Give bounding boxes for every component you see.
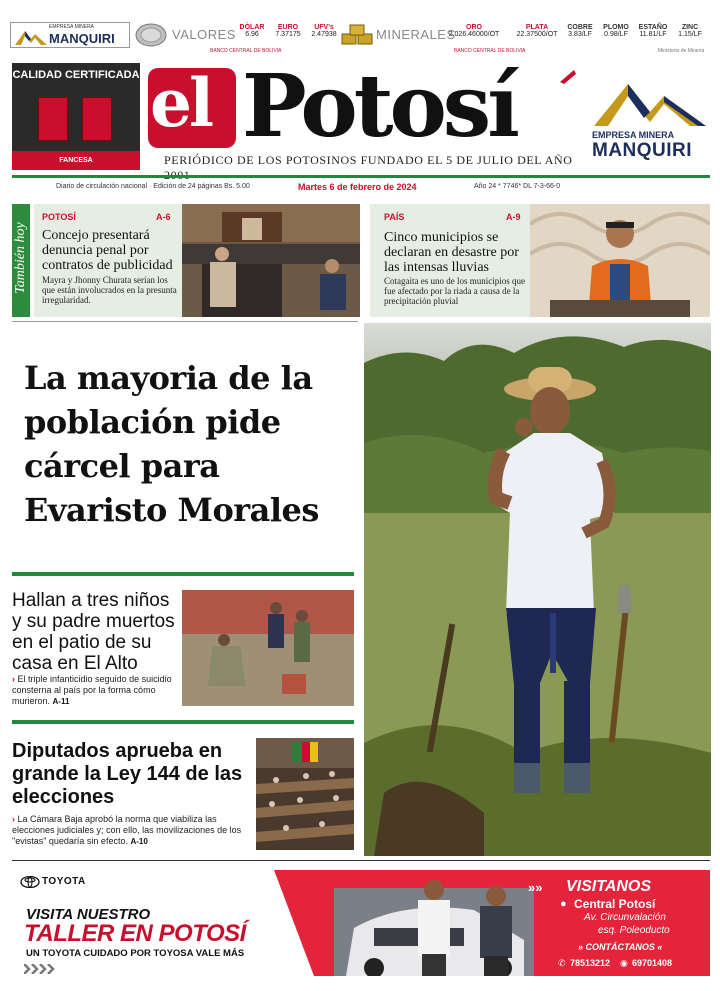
mayor-photo <box>530 204 710 317</box>
minerales-title: MINERALES <box>376 27 456 42</box>
mountain-logo-icon <box>15 27 47 45</box>
manquiri-ad[interactable] <box>590 74 710 164</box>
mineral-estano: ESTAÑO 11.81/LF <box>638 24 668 38</box>
ad-chevrons-text: »» <box>528 880 543 895</box>
cement-bag-image <box>82 97 112 141</box>
teaser-rule <box>12 321 358 322</box>
teaser-potosi[interactable] <box>34 204 360 317</box>
logo-el: el <box>150 64 212 142</box>
edition-date: Martes 6 de febrero de 2024 <box>298 182 417 192</box>
teaser-headline[interactable]: Concejo presentará denuncia penal por contratos de publicidad <box>42 228 173 273</box>
story2-rule <box>12 572 354 576</box>
teaser-summary: Mayra y Jhonny Churata serían los que están involucrados en la presunta irregularidad. <box>42 275 177 305</box>
source-valores: BANCO CENTRAL DE BOLIVIA <box>210 48 282 54</box>
mineral-cobre: COBRE 3.83/LF <box>567 24 593 38</box>
ad-slogan: UN TOYOTA CUIDADO POR TOYOSA VALE MÁS <box>26 948 245 959</box>
teaser-section: PAÍS <box>384 212 405 222</box>
fancesa-ad[interactable] <box>12 63 140 170</box>
valor-ufv: UFV's 2.47938 <box>311 24 337 38</box>
valor-euro: EURO 7.37175 <box>275 24 301 38</box>
main-headline[interactable]: La mayoria de la población pide cárcel para Evaristo Morales <box>24 359 319 529</box>
ad-addr1: Av. Circunvalación <box>584 912 666 923</box>
teaser-headline[interactable]: Cinco municipios se declaran en desastre por las intensas lluvias <box>384 230 519 275</box>
ad-contact: » CONTÁCTANOS « <box>578 942 663 952</box>
arrow-icon: › <box>12 674 15 684</box>
teaser-section: POTOSÍ <box>42 212 76 222</box>
tambien-hoy-label: También hoy <box>12 204 30 317</box>
teaser-summary: Cotagaita es uno de los municipios que fue afectado por la riada a causa de la precipitación pluvial <box>384 276 525 306</box>
tagline: PERIÓDICO DE LOS POTOSINOS FUNDADO EL 5 DE JULIO DEL AÑO <box>164 153 573 167</box>
mineral-zinc: ZINC 1.15/LF <box>678 24 702 38</box>
edition-infobar <box>12 180 710 194</box>
logo-accent-mark <box>556 68 578 84</box>
valor-dolar: DÓLAR 6.96 <box>239 24 265 38</box>
mineral-oro: ORO 2.026.46000/OT <box>448 24 500 38</box>
story3-rule <box>12 720 354 724</box>
story3-page: A-10 <box>130 837 148 846</box>
ad-visit: VISITA NUESTRO <box>26 906 151 923</box>
masthead-rule <box>12 175 710 178</box>
main-story-photo <box>364 323 711 856</box>
source-ministerio: Ministerio de Minería <box>658 48 705 54</box>
gold-bars-icon <box>340 22 376 48</box>
manquiri-mountain-icon <box>594 78 706 126</box>
manquiri-ad-name: MANQUIRI <box>592 140 693 161</box>
teaser-page: A-6 <box>156 212 171 222</box>
story2-summary: › El triple infanticidio seguido de suicidio consterna al país por la forma cómo murieron. A-11 <box>12 674 172 706</box>
manquiri-small-name: MANQUIRI <box>49 31 115 46</box>
el-alto-photo <box>182 590 354 706</box>
toyota-brand: TOYOTA <box>42 876 86 887</box>
ad-phone2[interactable]: 69701408 <box>632 958 673 968</box>
story3-summary: › La Cámara Baja aprobó la norma que viabiliza las elecciones judiciales y; con ello, las movilizaciones de los "evistas" quedaría sin efecto. A-10 <box>12 814 242 846</box>
ad-branch: Central Potosí <box>574 897 656 911</box>
ad-rule <box>12 860 710 861</box>
ad-phone1[interactable]: 78513212 <box>570 958 611 968</box>
edition-number: Año 24 * 7746* DL 7-3-66-0 <box>474 183 561 190</box>
logo-potosi: Potosí <box>242 56 516 157</box>
silver-coin-icon <box>134 22 168 48</box>
story3-headline[interactable]: Diputados aprueba en grande la Ley 144 de las elecciones <box>12 740 243 808</box>
story2-page: A-11 <box>52 697 70 706</box>
location-pin-icon: ● <box>560 898 567 910</box>
chevrons-icon <box>24 964 74 974</box>
toyota-logo-icon <box>20 876 40 888</box>
ad-taller: TALLER EN POTOSÍ <box>24 920 246 947</box>
ad-visitanos: VISITANOS <box>566 878 652 895</box>
manquiri-small-tag: EMPRESA MINERA <box>49 24 95 30</box>
source-minerales: BANCO CENTRAL DE BOLIVIA <box>454 48 526 54</box>
teaser-pais[interactable] <box>370 204 710 317</box>
manquiri-small-logo <box>10 22 130 48</box>
fancesa-brand: FANCESA <box>12 151 140 170</box>
phone-icon: ✆ <box>558 958 566 968</box>
whatsapp-icon: ◉ <box>620 958 628 968</box>
market-bar <box>10 22 710 58</box>
arrow-icon: › <box>12 814 15 824</box>
manquiri-ad-tag: EMPRESA MINERA <box>592 130 675 140</box>
cement-bag-image <box>38 97 68 141</box>
mineral-plata: PLATA 22.37500/OT <box>516 24 558 38</box>
mineral-plomo: PLOMO 0.98/LF <box>603 24 629 38</box>
chamber-photo <box>256 738 354 850</box>
valores-title: VALORES <box>172 27 236 42</box>
council-photo <box>182 204 360 317</box>
teaser-page: A-9 <box>506 212 521 222</box>
story2-headline[interactable]: Hallan a tres niños y su padre muertos en el patio de su casa en El Alto <box>12 590 175 674</box>
ad-addr2: esq. Poleoducto <box>598 925 670 936</box>
toyota-ad[interactable] <box>12 870 710 976</box>
fancesa-ad-title: CALIDAD CERTIFICADA <box>12 69 140 81</box>
edition-info: Diario de circulación nacional · Edición de 24 páginas Bs. 5.00 <box>56 183 250 190</box>
